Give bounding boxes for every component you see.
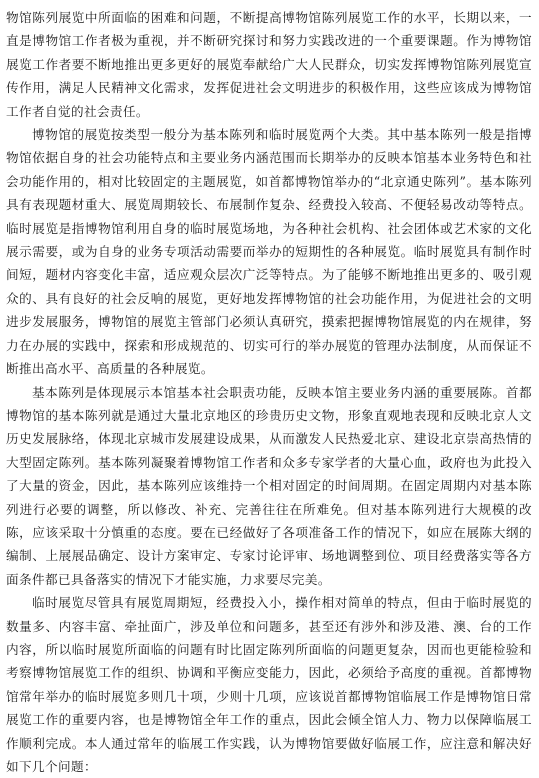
document-body (6, 6, 532, 778)
paragraph-continued: 物馆陈列展览中所面临的困难和问题，不断提高博物馆陈列展览工作的水平，长期以来，一直是博物馆工作者极为重视，并不断研究探讨和努力实践改进的一个重要课题。作为博物馆展览工作者要不断地推出更多更好的展览奉献给广大人民群众，切实发挥博物馆陈列展览宣传作用，满足人民精神文化需求，发挥促进社会文明进步的积极作用，这些应该成为博物馆工作者自觉的社会责任。 (6, 10, 532, 119)
paragraph-basic-exhibition: 基本陈列是体现展示本馆基本社会职责功能，反映本馆主要业务内涵的重要展陈。首都博物馆的基本陈列就是通过大量北京地区的珍贵历史文物，形象直观地表现和反映北京人文历史发展脉络，体现北京城市发展建设成果，从而激发人民热爱北京、建设北京崇高热情的大型固定陈列。基本陈列凝聚着博物馆工作者和众多专家学者的大量心血，政府也为此投入了大量的资金，因此，基本陈列应该维持一个相对固定的时间周期。在固定周期内对基本陈列进行必要的调整，所以修改、补充、完善往往在所难免。但对基本陈列进行大规模的改陈，应该采取十分慎重的态度。要在已经做好了各项准备工作的情况下，如应在展陈大纲的编制、上展展品确定、设计方案审定、专家讨论评审、场地调整到位、项目经费落实等各方面条件都已具备落实的情况下才能实施，力求要尽完美。 (6, 384, 532, 587)
paragraph-exhibition-types: 博物馆的展览按类型一般分为基本陈列和临时展览两个大类。其中基本陈列一般是指博物馆依据自身的社会功能特点和主要业务内涵范围而长期举办的反映本馆基本业务特色和社会功能作用的，相对比较固定的主题展览，如首都博物馆举办的“北京通史陈列”。基本陈列具有表现题材重大、展览周期较长、布展制作复杂、经费投入较高、不便轻易改动等特点。临时展览是指博物馆利用自身的临时展览场地，为各种社会机构、社会团体或艺术家的文化展示需要，或为自身的业务专项活动需要而举办的短期性的各种展览。临时展览具有制作时间短，题材内容变化丰富，适应观众层次广泛等特点。为了能够不断地推出更多的、吸引观众的、具有良好的社会反响的展览，更好地发挥博物馆的社会功能作用，为促进社会的文明进步发展服务，博物馆的展览主管部门必须认真研究，摸索把握博物馆展览的内在规律，努力在办展的实践中，探索和形成规范的、切实可行的举办展览的管理办法制度，从而保证不断推出高水平、高质量的各种展览。 (6, 127, 532, 377)
paragraph-temporary-exhibition: 临时展览尽管具有展览周期短，经费投入小，操作相对简单的特点，但由于临时展览的数量多、内容丰富、牵扯面广，涉及单位和问题多，甚至还有涉外和涉及港、澳、台的工作内容，所以临时展览所面临的问题有时比固定陈列所面临的问题更复杂，因而也更能检验和考察博物馆展览工作的组织、协调和平衡应变能力，因此，必须给予高度的重视。首都博物馆常年举办的临时展览多则几十项，少则十几项，应该说首都博物馆临展工作是博物馆日常展览工作的重要内容，也是博物馆全年工作的重点，因此会倾全馆人力、物力以保障临展工作顺利完成。本人通过常年的临展工作实践，认为博物馆要做好临展工作，应注意和解决好如下几个问题： (6, 595, 532, 774)
